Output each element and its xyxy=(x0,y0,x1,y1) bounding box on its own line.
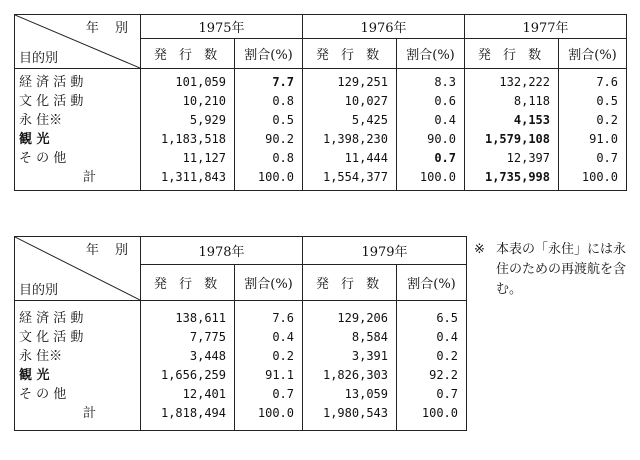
cell: 0.4 xyxy=(272,329,294,344)
cell: 5,425 xyxy=(351,112,388,127)
cell: 101,059 xyxy=(175,74,226,89)
cell: 8,118 xyxy=(513,93,550,108)
category-label: 永 住※ xyxy=(19,112,63,128)
cell: 0.2 xyxy=(596,112,618,127)
issued-header: 発 行 数 xyxy=(141,39,235,69)
cell: 12,397 xyxy=(506,150,550,165)
category-label: 文 化 活 動 xyxy=(19,93,84,109)
cell: 6.5 xyxy=(436,310,458,325)
cell: 100.0 xyxy=(257,169,294,184)
year-header: 1979年 xyxy=(303,237,467,265)
cell: 10,027 xyxy=(344,93,388,108)
cell: 0.4 xyxy=(436,329,458,344)
category-label: 経 済 活 動 xyxy=(19,310,84,326)
ratio-column-1979 xyxy=(397,301,467,431)
cell: 4,153 xyxy=(513,112,550,127)
ratio-column-1976 xyxy=(397,69,465,191)
cell: 90.0 xyxy=(427,131,456,146)
ratio-header: 割合(%) xyxy=(235,39,303,69)
corner-header xyxy=(15,237,141,301)
cell: 138,611 xyxy=(175,310,226,325)
cell: 1,826,303 xyxy=(322,367,388,382)
visa-table-1975-1977 xyxy=(14,14,627,191)
cell: 1,554,377 xyxy=(322,169,388,184)
cell: 1,579,108 xyxy=(484,131,550,146)
issued-column-1975 xyxy=(141,69,235,191)
cell: 92.2 xyxy=(429,367,458,382)
issued-header: 発 行 数 xyxy=(303,265,397,301)
ratio-column-1975 xyxy=(235,69,303,191)
cell: 7.6 xyxy=(596,74,618,89)
cell: 0.5 xyxy=(272,112,294,127)
cell: 91.0 xyxy=(589,131,618,146)
cell: 7.6 xyxy=(272,310,294,325)
cell: 100.0 xyxy=(419,169,456,184)
category-label: 文 化 活 動 xyxy=(19,329,84,345)
cell: 1,311,843 xyxy=(160,169,226,184)
category-label: 観 光 xyxy=(19,131,50,147)
cell: 100.0 xyxy=(257,405,294,420)
ratio-column-1978 xyxy=(235,301,303,431)
year-header: 1975年 xyxy=(141,15,303,39)
cell: 11,127 xyxy=(182,150,226,165)
cell: 90.2 xyxy=(265,131,294,146)
footnote-mark: ※ xyxy=(474,242,485,257)
visa-table-1978-1979 xyxy=(14,236,467,431)
category-column xyxy=(15,69,141,191)
cell: 5,929 xyxy=(189,112,226,127)
cell: 0.8 xyxy=(272,93,294,108)
ratio-header: 割合(%) xyxy=(559,39,627,69)
cell: 1,656,259 xyxy=(160,367,226,382)
category-label: 観 光 xyxy=(19,367,50,383)
cell: 12,401 xyxy=(182,386,226,401)
year-axis-label: 年 別 xyxy=(85,21,134,36)
ratio-column-1977 xyxy=(559,69,627,191)
cell: 7,775 xyxy=(189,329,226,344)
cell: 0.2 xyxy=(272,348,294,363)
cell: 1,183,518 xyxy=(160,131,226,146)
issued-column-1977 xyxy=(465,69,559,191)
year-header: 1978年 xyxy=(141,237,303,265)
corner-header xyxy=(15,15,141,69)
cell: 0.7 xyxy=(596,150,618,165)
cell: 1,980,543 xyxy=(322,405,388,420)
footnote-text: 本表の「永住」には永住のための再渡航を含む。 xyxy=(496,242,627,297)
category-label: 経 済 活 動 xyxy=(19,74,84,90)
cell: 0.7 xyxy=(436,386,458,401)
category-label: 計 xyxy=(82,169,96,185)
cell: 0.6 xyxy=(434,93,456,108)
purpose-axis-label: 目的別 xyxy=(19,283,59,298)
cell: 10,210 xyxy=(182,93,226,108)
cell: 100.0 xyxy=(421,405,458,420)
cell: 0.5 xyxy=(596,93,618,108)
issued-column-1979 xyxy=(303,301,397,431)
issued-header: 発 行 数 xyxy=(465,39,559,69)
issued-header: 発 行 数 xyxy=(141,265,235,301)
cell: 1,735,998 xyxy=(484,169,550,184)
cell: 0.7 xyxy=(272,386,294,401)
cell: 3,391 xyxy=(351,348,388,363)
cell: 1,398,230 xyxy=(322,131,388,146)
cell: 0.2 xyxy=(436,348,458,363)
year-axis-label: 年 別 xyxy=(85,243,134,258)
issued-header: 発 行 数 xyxy=(303,39,397,69)
cell: 100.0 xyxy=(581,169,618,184)
cell: 13,059 xyxy=(344,386,388,401)
cell: 8.3 xyxy=(434,74,456,89)
cell: 7.7 xyxy=(272,74,294,89)
cell: 11,444 xyxy=(344,150,388,165)
category-label: そ の 他 xyxy=(19,150,67,166)
issued-column-1978 xyxy=(141,301,235,431)
cell: 91.1 xyxy=(265,367,294,382)
footnote xyxy=(474,240,634,300)
cell: 8,584 xyxy=(351,329,388,344)
ratio-header: 割合(%) xyxy=(397,39,465,69)
cell: 0.8 xyxy=(272,150,294,165)
purpose-axis-label: 目的別 xyxy=(19,51,59,66)
cell: 3,448 xyxy=(189,348,226,363)
cell: 0.4 xyxy=(434,112,456,127)
category-column xyxy=(15,301,141,431)
issued-column-1976 xyxy=(303,69,397,191)
cell: 0.7 xyxy=(434,150,456,165)
ratio-header: 割合(%) xyxy=(235,265,303,301)
cell: 132,222 xyxy=(499,74,550,89)
category-label: そ の 他 xyxy=(19,386,67,402)
year-header: 1976年 xyxy=(303,15,465,39)
category-label: 永 住※ xyxy=(19,348,63,364)
year-header: 1977年 xyxy=(465,15,627,39)
cell: 129,251 xyxy=(337,74,388,89)
cell: 1,818,494 xyxy=(160,405,226,420)
ratio-header: 割合(%) xyxy=(397,265,467,301)
category-label: 計 xyxy=(82,405,96,421)
cell: 129,206 xyxy=(337,310,388,325)
